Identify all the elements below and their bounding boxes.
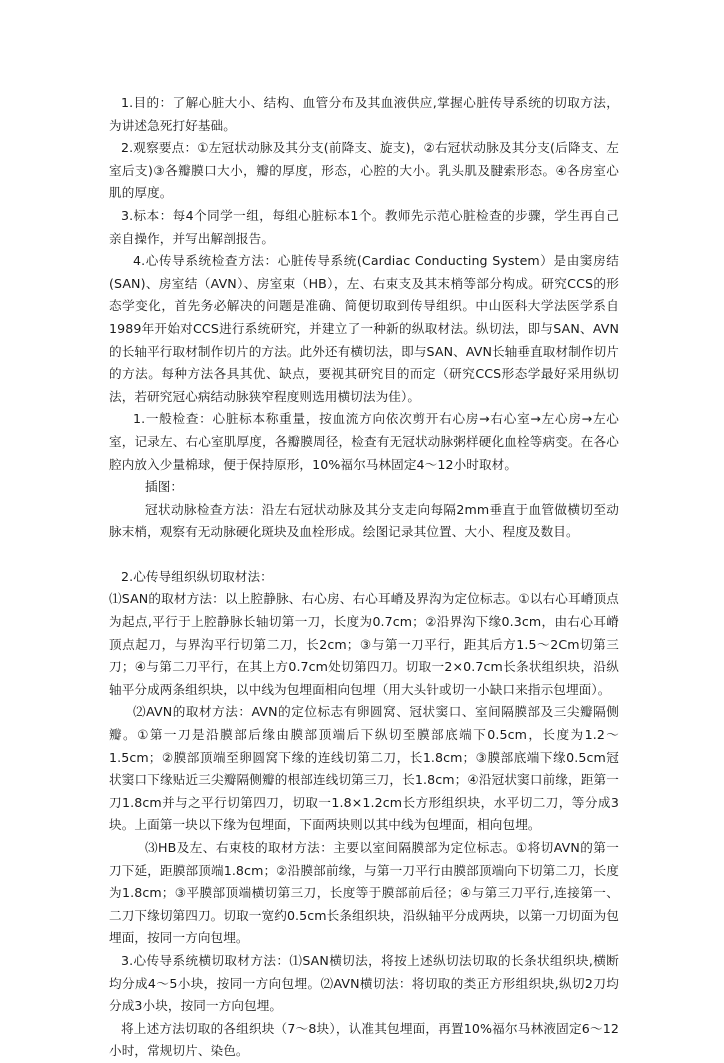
paragraph-specimen: 3.标本：每4个同学一组，每组心脏标本1个。教师先示范心脏检查的步骤，学生再自己亲自操作，并写出解剖报告。	[109, 207, 619, 246]
paragraph-ccs-method: 4.心传导系统检查方法：心脏传导系统(Cardiac Conducting System）是由窦房结(SAN)、房室结（AVN）、房室束（HB），左、右束支及其末梢等部分构成。研究CCS的形态学变化，首先务必解决的问题是准确、简便切取到传导组织。中山医科大学法医学系自1989年开始对CCS进行系统研究，并建立了一种新的纵取材法。纵切法，即与SAN、AVN的长轴平行取材制作切片的方法。此外还有横切法，即与SAN、AVN长轴垂直取材制作切片的方法。每种方法各具其优、缺点，要视其研究目的而定（研究CCS形态学最好采用纵切法，若研究冠心病结动脉狭窄程度则选用横切法为佳）。	[109, 253, 619, 404]
paragraph-illustration-label: 插图：	[145, 479, 184, 495]
paragraph-fixation: 将上述方法切取的各组织块（7～8块），认准其包埋面，再置10%福尔马林液固定6～12小时，常规切片、染色。	[109, 1020, 619, 1059]
paragraph-san-method: ⑴SAN的取材方法：以上腔静脉、右心房、右心耳嵴及界沟为定位标志。①以右心耳嵴顶点为起点,平行于上腔静脉长轴切第一刀，长度为0.7cm；②沿界沟下缘0.3cm，由右心耳嵴顶点起刀，与界沟平行切第二刀，长2cm；③与第一刀平行，距其后方1.5～2Cm切第三刀；④与第二刀平行，在其上方0.7cm处切第四刀。切取一2×0.7cm长条状组织块，沿纵轴平分成两条组织块，以中线为包埋面相向包埋（用大头针或切一小缺口来指示包埋面）。	[109, 591, 619, 697]
blank-line	[109, 544, 619, 566]
paragraph-transverse-method: 3.心传导系统横切取材方法：⑴SAN横切法，将按上述纵切法切取的长条状组织块,横断均分成4～5小块，按同一方向包埋。⑵AVN横切法：将切取的类正方形组织块,纵切2刀均分成3小块，按同一方向包埋。	[109, 952, 619, 1014]
paragraph-hb-method: ⑶HB及左、右束枝的取材方法：主要以室间隔膜部为定位标志。①将切AVN的第一刀下延，距膜部顶端1.8cm；②沿膜部前缘，与第一刀平行由膜部顶端向下切第二刀，长度为1.8cm；③平膜部顶端横切第三刀，长度等于膜部前后径；④与第三刀平行,连接第一、二刀下缘切第四刀。切取一宽约0.5cm长条组织块，沿纵轴平分成两块，以第一刀切面为包埋面，按同一方向包埋。	[109, 840, 619, 946]
paragraph-purpose: 1.目的：了解心脏大小、结构、血管分布及其血液供应,掌握心脏传导系统的切取方法，为讲述急死打好基础。	[109, 95, 619, 133]
paragraph-general-exam: 1.一般检查：心脏标本称重量，按血流方向依次剪开右心房→右心室→左心房→左心室，记录左、右心室肌厚度，各瓣膜周径，检查有无冠状动脉粥样硬化血栓等病变。在各心腔内放入少量棉球，便于保持原形，10%福尔马林固定4～12小时取材。	[109, 411, 619, 472]
document-page	[109, 92, 619, 1063]
paragraph-avn-method: ⑵AVN的取材方法：AVN的定位标志有卵圆窝、冠状窦口、室间隔膜部及三尖瓣隔侧瓣。①第一刀是沿膜部后缘由膜部顶端后下纵切至膜部底端下0.5cm，长度为1.2～1.5cm；②膜部顶端至卵圆窝下缘的连线切第二刀，长1.8cm；③膜部底端下缘0.5cm冠状窦口下缘贴近三尖瓣隔侧瓣的根部连线切第三刀，长1.8cm；④沿冠状窦口前缘，距第一刀1.8cm并与之平行切第四刀，切取一1.8×1.2cm长方形组织块，水平切二刀，等分成3块。上面第一块以下缘为包埋面，下面两块则以其中线为包埋面，相向包埋。	[109, 704, 619, 833]
paragraph-coronary-exam: 冠状动脉检查方法：沿左右冠状动脉及其分支走向每隔2mm垂直于血管做横切至动脉末梢，观察有无动脉硬化斑块及血栓形成。绘图记录其位置、大小、程度及数目。	[109, 501, 619, 540]
paragraph-longitudinal-title: 2.心传导组织纵切取材法：	[121, 568, 273, 584]
paragraph-observation-points: 2.观察要点：①左冠状动脉及其分支(前降支、旋支)，②右冠状动脉及其分支(后降支、左室后支)③各瓣膜口大小，瓣的厚度，形态，心腔的大小。乳头肌及腱索形态。④各房室心肌的厚度。	[109, 140, 619, 201]
